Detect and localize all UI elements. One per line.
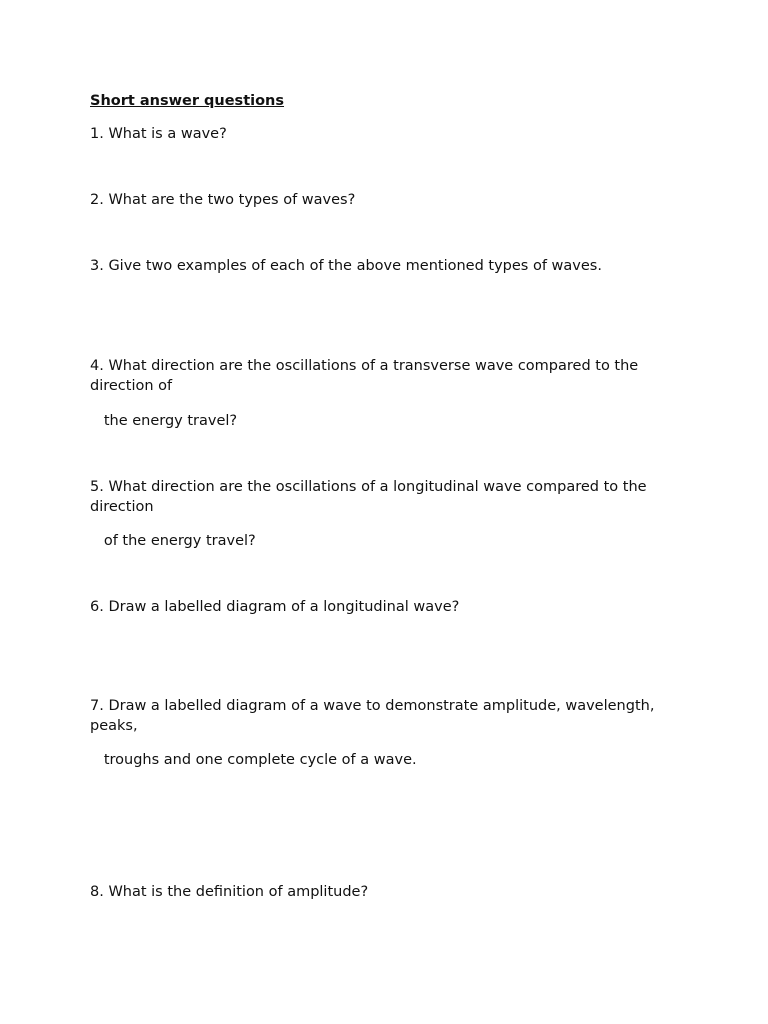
question-3: 3. Give two examples of each of the above mentioned types of waves. (90, 258, 602, 274)
question-7: 7. Draw a labelled diagram of a wave to demonstrate amplitude, wavelength, peaks, (90, 698, 655, 734)
question-4-continuation: the energy travel? (90, 413, 238, 429)
question-2: 2. What are the two types of waves? (90, 192, 356, 208)
question-5: 5. What direction are the oscillations of a longitudinal wave compared to the direction (90, 479, 647, 515)
section-heading: Short answer questions (90, 93, 285, 109)
question-7-continuation: troughs and one complete cycle of a wave. (90, 752, 417, 768)
question-6: 6. Draw a labelled diagram of a longitudinal wave? (90, 599, 460, 615)
question-4: 4. What direction are the oscillations of a transverse wave compared to the direction of (90, 358, 639, 394)
question-5-continuation: of the energy travel? (90, 533, 256, 549)
question-8: 8. What is the definition of amplitude? (90, 884, 369, 900)
question-1: 1. What is a wave? (90, 126, 227, 142)
